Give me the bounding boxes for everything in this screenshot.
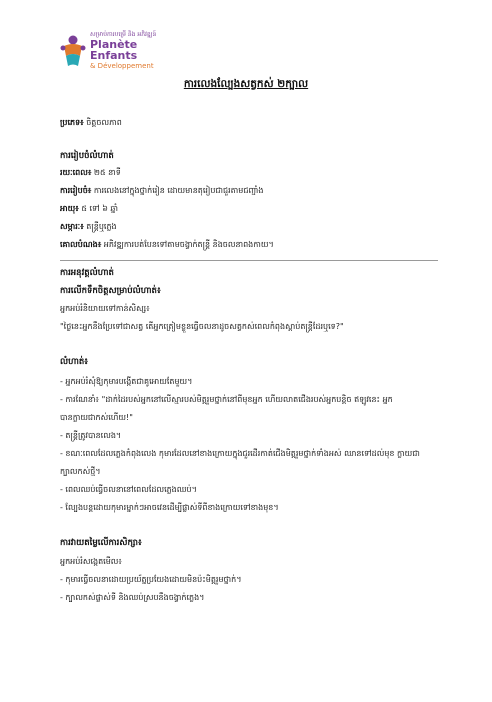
organization-logo-icon — [58, 34, 88, 68]
section-divider — [60, 260, 438, 261]
arrangement-label: ការរៀបចំ៖ — [60, 186, 92, 195]
category-label: ប្រភេទ៖ — [60, 118, 84, 127]
review-heading: ការវាយតម្លៃលើការសិក្សា៖ — [60, 538, 142, 548]
step-item: - ការណែនាំ៖ "ដាក់ដៃរបស់អ្នកនៅលើស្មារបស់មិត្តរួមថ្នាក់នៅពីមុខអ្នក ហើយលាតជើងរបស់អ្នកបន្តិច ឥឡូវនេះ អ្នក — [60, 395, 393, 404]
duration-line — [60, 167, 121, 178]
review-item: - ក្បាលកស់ផ្លាស់ទី និងឈប់ស្របនឹងចង្វាក់ភ្លេង។ — [60, 593, 205, 602]
materials-label: សម្ភារៈ៖ — [60, 222, 84, 231]
materials-line — [60, 221, 117, 232]
motivation-quote: "ថ្ងៃនេះអ្នកនឹងប្រែទៅជាសត្វ តើអ្នកត្រៀមខ្លួនធ្វើចលនាដូចសត្វកស់ពេលកំពុងស្តាប់តន្ត្រីដែរឬទេ?" — [60, 322, 344, 331]
step-item: - ពេលឈប់ធ្វើចលនានៅពេលដែលភ្លេងឈប់។ — [60, 485, 197, 494]
logo-tagline: សម្រាប់ការបម្រើ និង អភិវឌ្ឍន៍ — [90, 31, 157, 38]
review-item: - កុមារធ្វើចលនាដោយប្រយ័ត្នប្រយែងដោយមិនប៉ះមិត្តរួមថ្នាក់។ — [60, 575, 242, 584]
step-item: - តន្ត្រីត្រូវបានលេង។ — [60, 431, 122, 440]
motivation-intro: អ្នកអប់រំនិយាយទៅកាន់សិស្ស៖ — [60, 304, 150, 313]
goal-line — [60, 239, 274, 250]
step-item: - ល្បែងបន្តដោយកុមារម្នាក់ៗអាចវេនដើម្បីផ្លាស់ទីពីខាងក្រោយទៅខាងមុខ។ — [60, 503, 279, 512]
age-line — [60, 203, 118, 214]
logo-text-developpement: & Développement — [90, 62, 154, 70]
steps-heading: លំហាត់៖ — [60, 357, 89, 367]
logo-text-planete: Planète — [90, 38, 138, 51]
age-value: ៥ ទៅ ៦ ឆ្នាំ — [81, 204, 119, 213]
category-value: ចិត្តចលភាព — [86, 118, 122, 127]
materials-value: តន្ត្រីឬភ្លេង — [86, 222, 117, 231]
arrangement-value: ការលេងនៅក្នុងថ្នាក់រៀន ដោយមានតុរៀបជាជួរតាមជញ្ជាំង — [93, 186, 264, 195]
goal-label: គោលបំណង៖ — [60, 240, 102, 249]
document-title: ការលេងល្បែងសត្វកស់ ២ក្បាល — [183, 78, 309, 90]
step-item: - អ្នកអប់រំសុំឱ្យកុមារបង្កើតជាគូអោយតែមួយ។ — [60, 377, 193, 386]
goal-value: អភិវឌ្ឍការបត់បែនទៅតាមចង្វាក់តន្ត្រី និងចលនាពងកាយ។ — [103, 240, 274, 249]
step-item: - ខណៈពេលដែលភ្លេងកំពុងលេង កុមារដែលនៅខាងក្រោយក្នុងជួរដើរកាត់ជើងមិត្តរួមថ្នាក់ទាំងអស់ ឈានទៅដល់មុខ ក្លាយជា — [60, 449, 420, 458]
motivation-heading: ការលើកទឹកចិត្តសម្រាប់លំហាត់៖ — [60, 286, 161, 296]
review-item: អ្នកអប់រំសង្កេតមើល៖ — [60, 557, 122, 566]
category-line — [60, 117, 122, 128]
arrangement-line — [60, 185, 264, 196]
age-label: អាយុ៖ — [60, 204, 79, 213]
prep-heading: ការរៀបចំលំហាត់ — [60, 151, 114, 161]
organization-logo — [58, 28, 228, 78]
conduct-heading: ការអនុវត្តលំហាត់ — [60, 268, 114, 278]
step-item: បានក្លាយជាកស់ហើយ!" — [60, 413, 133, 422]
duration-label: រយៈពេល៖ — [60, 168, 92, 177]
logo-text-enfants: Enfants — [90, 49, 138, 62]
duration-value: ២៥ នាទី — [93, 168, 121, 177]
step-item: ក្បាលកស់ថ្មី។ — [60, 467, 101, 476]
